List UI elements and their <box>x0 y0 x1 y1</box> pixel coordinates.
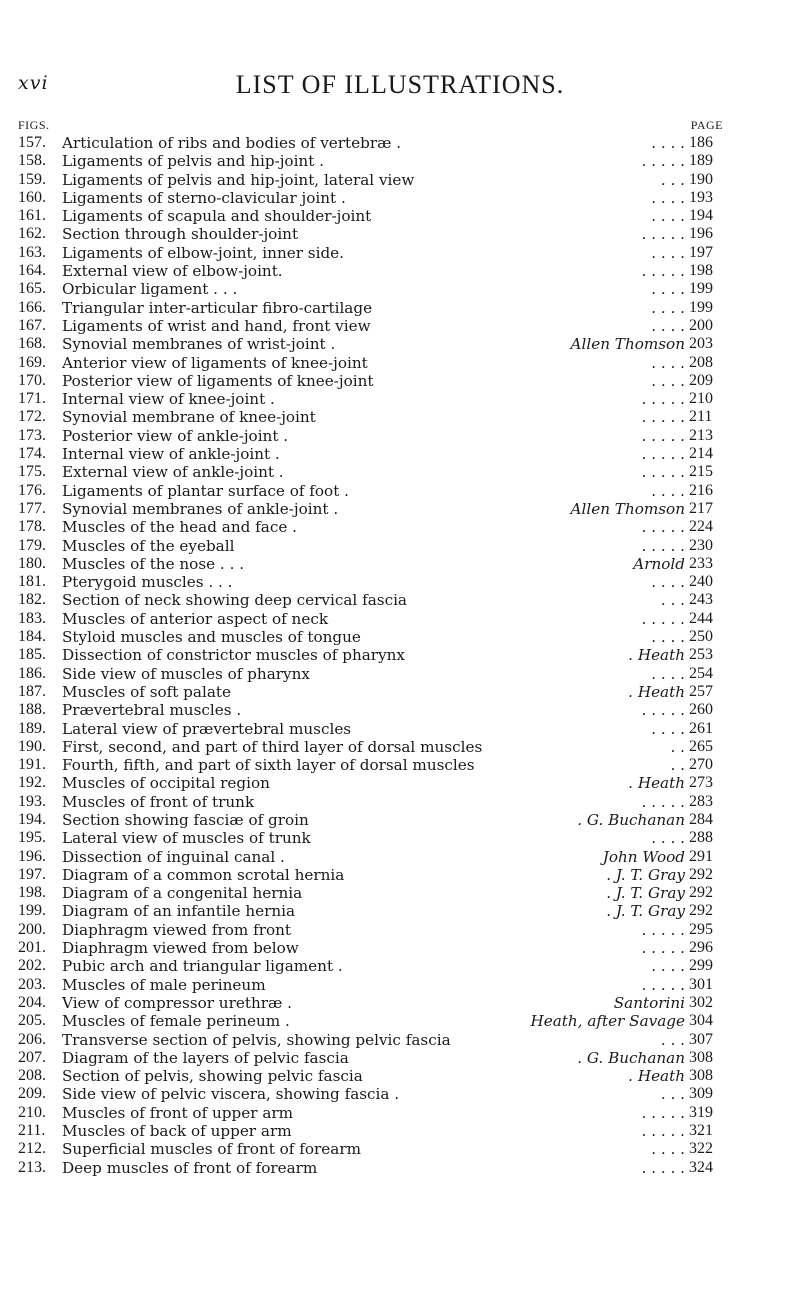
list-item <box>18 976 729 994</box>
page-number-cell: 208 <box>689 353 713 371</box>
figure-credit: . . . . . <box>641 975 685 994</box>
figure-number: 203. <box>18 975 46 993</box>
figure-number: 210. <box>18 1103 46 1121</box>
list-item <box>18 866 729 884</box>
figure-title: Ligaments of pelvis and hip-joint, lateral view <box>62 170 415 189</box>
figs-column-header: FIGS. <box>18 118 50 132</box>
list-item <box>18 189 729 207</box>
figure-number: 211. <box>18 1122 46 1140</box>
figure-title: Side view of pelvic viscera, showing fascia . <box>62 1085 400 1104</box>
page-number-cell: 304 <box>689 1012 713 1030</box>
page-number-cell: 308 <box>689 1067 713 1085</box>
list-item <box>18 921 729 939</box>
figure-credit: Arnold <box>633 554 685 573</box>
figure-credit: . G. Buchanan <box>577 1048 685 1067</box>
page-number-cell: 308 <box>689 1048 713 1066</box>
page-number-cell: 214 <box>689 445 713 463</box>
figure-title: Posterior view of ligaments of knee-joint <box>62 371 374 390</box>
list-item <box>18 555 729 573</box>
figure-title: Muscles of the head and face . <box>62 518 297 537</box>
list-item <box>18 225 729 243</box>
figure-title: External view of elbow-joint. <box>62 262 283 281</box>
figure-number: 157. <box>18 134 46 151</box>
figure-title: Internal view of knee-joint . <box>62 390 275 409</box>
list-item <box>18 738 729 756</box>
figure-title: Muscles of the nose . . . <box>62 554 245 573</box>
figure-number: 171. <box>18 390 46 408</box>
list-item <box>18 793 729 811</box>
figure-number: 206. <box>18 1030 46 1048</box>
figure-number: 189. <box>18 719 46 737</box>
figure-number: 173. <box>18 426 46 444</box>
list-item <box>18 1122 729 1140</box>
figure-number: 195. <box>18 829 46 847</box>
list-item <box>18 1140 729 1158</box>
figure-number: 182. <box>18 591 46 609</box>
figure-credit: . J. T. Gray <box>606 865 685 884</box>
figure-credit: . . . . <box>651 188 685 207</box>
page-number-cell: 194 <box>689 207 713 225</box>
figure-credit: . Heath <box>628 682 685 701</box>
figure-title: Side view of muscles of pharynx <box>62 664 310 683</box>
list-item <box>18 591 729 609</box>
figure-title: Diaphragm viewed from front <box>62 920 291 939</box>
list-item <box>18 848 729 866</box>
figure-title: Muscles of female perineum . <box>62 1012 290 1031</box>
figure-title: Ligaments of pelvis and hip-joint . <box>62 152 324 171</box>
figure-title: Synovial membrane of knee-joint <box>62 408 316 427</box>
figure-number: 169. <box>18 353 46 371</box>
page-number-cell: 196 <box>689 225 713 243</box>
figure-credit: . . . . <box>651 207 685 226</box>
list-item <box>18 408 729 426</box>
figure-credit: . . . . <box>651 353 685 372</box>
page-number-cell: 197 <box>689 243 713 261</box>
figure-number: 160. <box>18 188 46 206</box>
figure-credit: . . . . . <box>641 408 685 427</box>
list-item <box>18 280 729 298</box>
figure-number: 197. <box>18 865 46 883</box>
list-item <box>18 1049 729 1067</box>
figure-title: Muscles of soft palate <box>62 682 231 701</box>
figure-credit: . . . . <box>651 573 685 592</box>
figure-number: 178. <box>18 518 46 536</box>
list-item <box>18 573 729 591</box>
figure-title: Deep muscles of front of forearm <box>62 1158 318 1177</box>
list-item <box>18 720 729 738</box>
figure-number: 185. <box>18 646 46 664</box>
page-number-cell: 190 <box>689 170 713 188</box>
page-number: xvi <box>18 72 49 94</box>
page-number-cell: 307 <box>689 1030 713 1048</box>
list-item <box>18 829 729 847</box>
list-item <box>18 134 729 152</box>
list-item <box>18 1085 729 1103</box>
figure-credit: . . . . . <box>641 390 685 409</box>
list-item <box>18 1104 729 1122</box>
figure-number: 174. <box>18 445 46 463</box>
figure-number: 202. <box>18 957 46 975</box>
list-item <box>18 152 729 170</box>
figure-credit: John Wood <box>602 847 685 866</box>
page-title: LIST OF ILLUSTRATIONS. <box>235 70 565 99</box>
figure-number: 165. <box>18 280 46 298</box>
list-item <box>18 463 729 481</box>
figure-credit: . . . . . <box>641 152 685 171</box>
list-item <box>18 262 729 280</box>
list-item <box>18 537 729 555</box>
figure-number: 167. <box>18 316 46 334</box>
figure-credit: . Heath <box>628 774 685 793</box>
figure-credit: . Heath <box>628 646 685 665</box>
page-number-cell: 211 <box>689 408 713 426</box>
figure-credit: . . . . <box>651 298 685 317</box>
page-number-cell: 322 <box>689 1140 713 1158</box>
figure-number: 188. <box>18 701 46 719</box>
page-number-cell: 309 <box>689 1085 713 1103</box>
figure-title: Lateral view of prævertebral muscles <box>62 719 352 738</box>
figure-credit: . . . . <box>651 719 685 738</box>
page-number-cell: 292 <box>689 865 713 883</box>
figure-number: 179. <box>18 536 46 554</box>
list-item <box>18 445 729 463</box>
list-item <box>18 482 729 500</box>
figure-number: 199. <box>18 902 46 920</box>
page-number-cell: 296 <box>689 939 713 957</box>
figure-title: Diagram of an infantile hernia <box>62 902 296 921</box>
page-number-cell: 203 <box>689 335 713 353</box>
figure-number: 213. <box>18 1158 46 1176</box>
page-column-header: PAGE <box>690 118 723 132</box>
list-item <box>18 171 729 189</box>
page-number-cell: 233 <box>689 554 713 572</box>
figure-number: 168. <box>18 335 46 353</box>
figure-credit: . . . . <box>651 481 685 500</box>
figure-credit: . . . . <box>651 628 685 647</box>
figure-number: 175. <box>18 463 46 481</box>
figure-number: 177. <box>18 499 46 517</box>
list-item <box>18 317 729 335</box>
figure-title: Ligaments of plantar surface of foot . <box>62 481 349 500</box>
figure-title: Styloid muscles and muscles of tongue <box>62 628 361 647</box>
page-number-cell: 244 <box>689 609 713 627</box>
list-item <box>18 957 729 975</box>
figure-credit: . . . . <box>651 371 685 390</box>
page-number-cell: 193 <box>689 188 713 206</box>
figure-title: Ligaments of wrist and hand, front view <box>62 316 371 335</box>
list-item <box>18 628 729 646</box>
figure-credit: . G. Buchanan <box>577 810 685 829</box>
figure-number: 170. <box>18 371 46 389</box>
page-number-cell: 198 <box>689 262 713 280</box>
page-number-cell: 243 <box>689 591 713 609</box>
figure-title: Ligaments of elbow-joint, inner side. <box>62 243 344 262</box>
figure-title: Transverse section of pelvis, showing pelvic fascia <box>62 1030 451 1049</box>
figure-number: 198. <box>18 884 46 902</box>
figure-title: Muscles of male perineum <box>62 975 266 994</box>
figure-title: Synovial membranes of wrist-joint . <box>62 335 336 354</box>
figure-title: Section showing fasciæ of groin <box>62 810 309 829</box>
figure-credit: . . . . . <box>641 445 685 464</box>
figure-title: Superficial muscles of front of forearm <box>62 1140 361 1159</box>
page-number-cell: 284 <box>689 810 713 828</box>
figure-number: 186. <box>18 664 46 682</box>
figure-title: External view of ankle-joint . <box>62 463 284 482</box>
page-number-cell: 230 <box>689 536 713 554</box>
figure-title: Lateral view of muscles of trunk <box>62 829 311 848</box>
figure-number: 204. <box>18 993 46 1011</box>
page-number-cell: 291 <box>689 847 713 865</box>
list-item <box>18 665 729 683</box>
list-item <box>18 335 729 353</box>
page-number-cell: 299 <box>689 957 713 975</box>
figure-credit: Santorini <box>613 993 685 1012</box>
page-number-cell: 273 <box>689 774 713 792</box>
page-number-cell: 224 <box>689 518 713 536</box>
page-number-cell: 295 <box>689 920 713 938</box>
figure-credit: . Heath <box>628 1067 685 1086</box>
figure-credit: . . <box>670 737 685 756</box>
figure-credit: Allen Thomson <box>570 335 685 354</box>
illustrations-list <box>18 134 729 1177</box>
figure-credit: . J. T. Gray <box>606 902 685 921</box>
figure-credit: . . <box>670 756 685 775</box>
figure-number: 205. <box>18 1012 46 1030</box>
figure-credit: . . . <box>660 591 685 610</box>
figure-title: View of compressor urethræ . <box>62 993 292 1012</box>
page-number-cell: 257 <box>689 682 713 700</box>
figure-credit: . . . . <box>651 316 685 335</box>
page-number-cell: 250 <box>689 628 713 646</box>
figure-number: 192. <box>18 774 46 792</box>
page-number-cell: 240 <box>689 573 713 591</box>
figure-credit: Heath, after Savage <box>530 1012 685 1031</box>
figure-title: Ligaments of sterno-clavicular joint . <box>62 188 346 207</box>
page-number-cell: 209 <box>689 371 713 389</box>
figure-credit: . . . . <box>651 957 685 976</box>
figure-number: 190. <box>18 737 46 755</box>
figure-title: Muscles of front of trunk <box>62 792 255 811</box>
figure-credit: . . . <box>660 1030 685 1049</box>
figure-title: Pubic arch and triangular ligament . <box>62 957 343 976</box>
figure-number: 181. <box>18 573 46 591</box>
figure-credit: . . . . . <box>641 463 685 482</box>
page-number-cell: 265 <box>689 737 713 755</box>
list-item <box>18 1159 729 1177</box>
figure-number: 212. <box>18 1140 46 1158</box>
list-item <box>18 427 729 445</box>
list-item <box>18 774 729 792</box>
figure-number: 200. <box>18 920 46 938</box>
list-item <box>18 354 729 372</box>
list-item <box>18 518 729 536</box>
figure-title: Diagram of a congenital hernia <box>62 884 303 903</box>
list-item <box>18 299 729 317</box>
figure-title: Ligaments of scapula and shoulder-joint <box>62 207 372 226</box>
figure-credit: . . . . . <box>641 262 685 281</box>
figure-number: 209. <box>18 1085 46 1103</box>
figure-credit: . . . . . <box>641 518 685 537</box>
figure-title: Section of neck showing deep cervical fascia <box>62 591 407 610</box>
figure-number: 207. <box>18 1048 46 1066</box>
figure-credit: . . . . <box>651 243 685 262</box>
figure-title: Pterygoid muscles . . . <box>62 573 233 592</box>
figure-title: Dissection of inguinal canal . <box>62 847 285 866</box>
page-number-cell: 261 <box>689 719 713 737</box>
list-item <box>18 811 729 829</box>
figure-number: 180. <box>18 554 46 572</box>
list-item <box>18 244 729 262</box>
figure-title: Anterior view of ligaments of knee-joint <box>62 353 368 372</box>
page-number-cell: 292 <box>689 884 713 902</box>
figure-credit: . . . <box>660 170 685 189</box>
figure-title: Prævertebral muscles . <box>62 701 242 720</box>
figure-credit: . . . . . <box>641 701 685 720</box>
list-item <box>18 994 729 1012</box>
figure-number: 208. <box>18 1067 46 1085</box>
figure-credit: . . . . . <box>641 1122 685 1141</box>
list-item <box>18 500 729 518</box>
figure-title: Section through shoulder-joint <box>62 225 299 244</box>
list-item <box>18 1031 729 1049</box>
list-item <box>18 902 729 920</box>
figure-credit: . . . . <box>651 280 685 299</box>
list-item <box>18 701 729 719</box>
list-item <box>18 390 729 408</box>
page-number-cell: 189 <box>689 152 713 170</box>
page-number-cell: 324 <box>689 1158 713 1176</box>
figure-number: 196. <box>18 847 46 865</box>
figure-credit: . . . . <box>651 664 685 683</box>
page-number-cell: 292 <box>689 902 713 920</box>
figure-number: 183. <box>18 609 46 627</box>
page-number-cell: 215 <box>689 463 713 481</box>
list-item <box>18 610 729 628</box>
figure-credit: . J. T. Gray <box>606 884 685 903</box>
page-number-cell: 319 <box>689 1103 713 1121</box>
figure-title: Muscles of anterior aspect of neck <box>62 609 329 628</box>
figure-title: Muscles of the eyeball <box>62 536 235 555</box>
list-item <box>18 683 729 701</box>
figure-credit: . . . . . <box>641 1158 685 1177</box>
list-item <box>18 884 729 902</box>
figure-credit: . . . . <box>651 1140 685 1159</box>
figure-title: Diagram of a common scrotal hernia <box>62 865 345 884</box>
figure-credit: . . . . . <box>641 536 685 555</box>
figure-number: 191. <box>18 756 46 774</box>
figure-title: Posterior view of ankle-joint . <box>62 426 289 445</box>
figure-number: 159. <box>18 170 46 188</box>
figure-number: 163. <box>18 243 46 261</box>
page-number-cell: 270 <box>689 756 713 774</box>
figure-title: Dissection of constrictor muscles of pharynx <box>62 646 405 665</box>
figure-number: 158. <box>18 152 46 170</box>
page-number-cell: 213 <box>689 426 713 444</box>
page-number-cell: 288 <box>689 829 713 847</box>
list-item <box>18 939 729 957</box>
figure-credit: Allen Thomson <box>570 499 685 518</box>
figure-title: Diaphragm viewed from below <box>62 939 299 958</box>
page-number-cell: 254 <box>689 664 713 682</box>
figure-number: 187. <box>18 682 46 700</box>
figure-title: Orbicular ligament . . . <box>62 280 238 299</box>
figure-credit: . . . . . <box>641 1103 685 1122</box>
figure-title: Fourth, fifth, and part of sixth layer of dorsal muscles <box>62 756 475 775</box>
figure-number: 201. <box>18 939 46 957</box>
page-number-cell: 199 <box>689 298 713 316</box>
figure-credit: . . . . . <box>641 792 685 811</box>
page-number-cell: 260 <box>689 701 713 719</box>
list-item <box>18 1012 729 1030</box>
figure-title: Muscles of back of upper arm <box>62 1122 292 1141</box>
figure-credit: . . . . <box>651 134 685 152</box>
list-item <box>18 372 729 390</box>
page-number-cell: 200 <box>689 316 713 334</box>
figure-credit: . . . . . <box>641 426 685 445</box>
page-number-cell: 216 <box>689 481 713 499</box>
figure-number: 164. <box>18 262 46 280</box>
figure-title: Muscles of occipital region <box>62 774 270 793</box>
figure-credit: . . . . . <box>641 609 685 628</box>
page-number-cell: 217 <box>689 499 713 517</box>
figure-number: 194. <box>18 810 46 828</box>
figure-title: Triangular inter-articular fibro-cartilage <box>62 298 373 317</box>
figure-credit: . . . . . <box>641 939 685 958</box>
list-item <box>18 1067 729 1085</box>
figure-number: 193. <box>18 792 46 810</box>
figure-number: 172. <box>18 408 46 426</box>
page-number-cell: 301 <box>689 975 713 993</box>
page-number-cell: 210 <box>689 390 713 408</box>
figure-number: 161. <box>18 207 46 225</box>
figure-title: Diagram of the layers of pelvic fascia <box>62 1048 349 1067</box>
page-number-cell: 253 <box>689 646 713 664</box>
figure-title: Section of pelvis, showing pelvic fascia <box>62 1067 363 1086</box>
page-number-cell: 199 <box>689 280 713 298</box>
figure-credit: . . . . . <box>641 920 685 939</box>
figure-title: Synovial membranes of ankle-joint . <box>62 499 339 518</box>
figure-credit: . . . . . <box>641 225 685 244</box>
list-item <box>18 207 729 225</box>
figure-title: Muscles of front of upper arm <box>62 1103 294 1122</box>
list-item <box>18 646 729 664</box>
page-number-cell: 283 <box>689 792 713 810</box>
figure-number: 176. <box>18 481 46 499</box>
figure-title: Articulation of ribs and bodies of vertebræ . <box>62 134 402 152</box>
figure-title: Internal view of ankle-joint . <box>62 445 280 464</box>
figure-title: First, second, and part of third layer of dorsal muscles <box>62 737 483 756</box>
figure-credit: . . . <box>660 1085 685 1104</box>
figure-number: 162. <box>18 225 46 243</box>
figure-number: 184. <box>18 628 46 646</box>
page-number-cell: 186 <box>689 134 713 151</box>
page-number-cell: 321 <box>689 1122 713 1140</box>
page-number-cell: 302 <box>689 993 713 1011</box>
figure-number: 166. <box>18 298 46 316</box>
figure-credit: . . . . <box>651 829 685 848</box>
list-item <box>18 756 729 774</box>
